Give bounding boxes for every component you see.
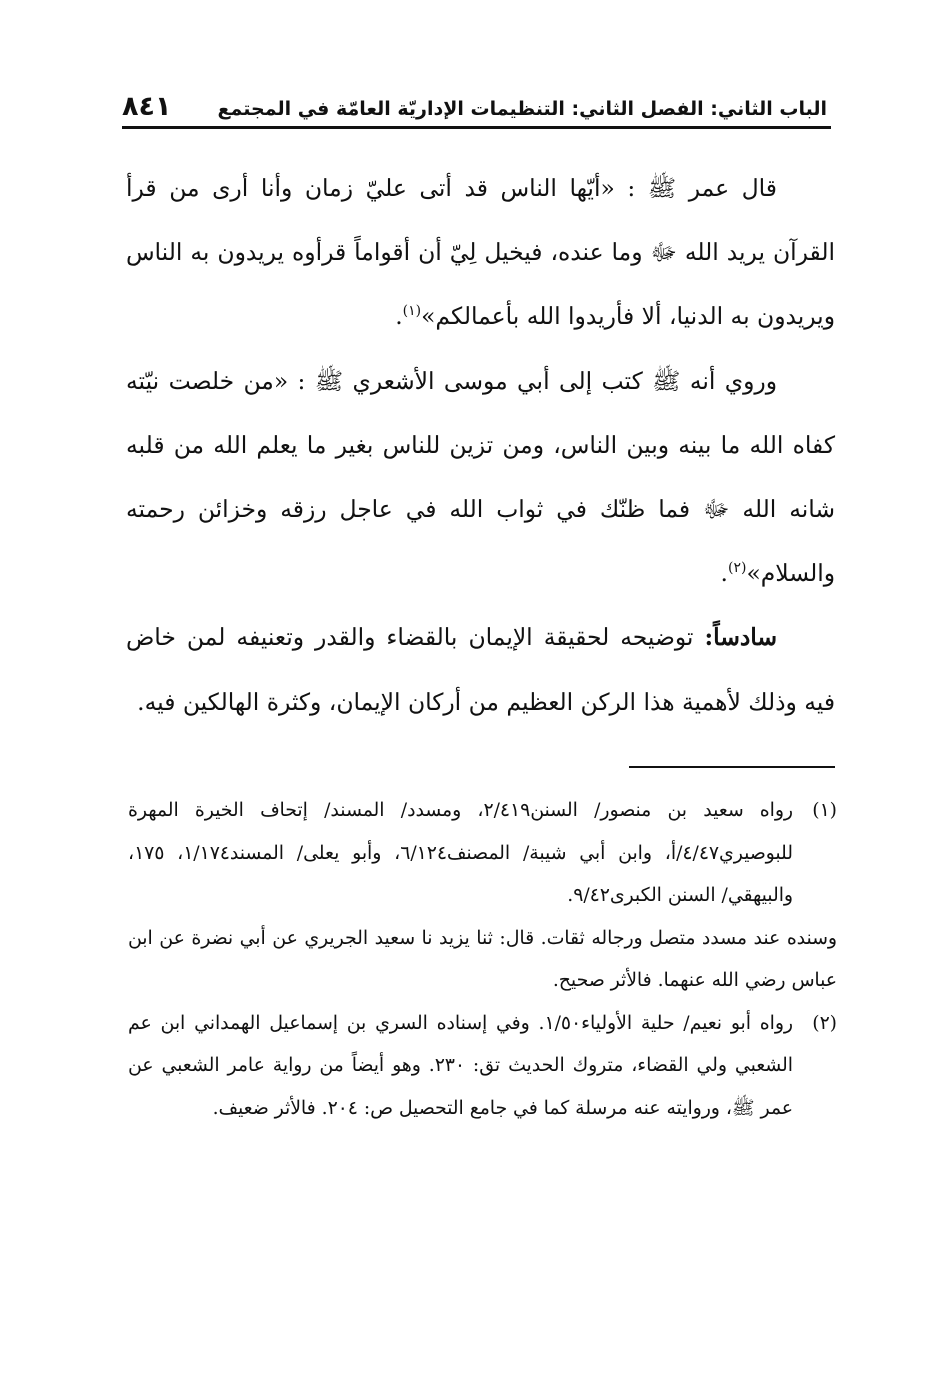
footnote-ref-1[interactable]: (١): [402, 303, 422, 320]
footnote-text: رواه أبو نعيم/ حلية الأولياء١/٥٠. وفي إسناده السري بن إسماعيل الهمداني ابن عم الشعبي ولي القضاء، متروك الحديث تق: ٢٣٠. وهو أيضاً من رواية عامر الشعبي عن عمر ﷺ، وروايته عنه مرسلة كما في جامع التحصيل ص: ٢٠٤. فالأثر ضعيف.: [128, 1012, 793, 1119]
main-text: [126, 156, 835, 734]
footnote-1-continuation: [128, 918, 837, 1003]
footnotes: [128, 790, 837, 1130]
footnote-text: وسنده عند مسدد متصل ورجاله ثقات. قال: ثنا يزيد نا سعيد الجريري عن أبي نضرة عن ابن عباس رضي الله عنهما. فالأثر صحيح.: [128, 927, 837, 991]
paragraph-text: قال عمر ﷺ : «أيّها الناس قد أتى عليّ زمان وأنا أرى من قرأ القرآن يريد الله ﷻ وما عنده، فيخيل لِيّ أن أقواماً قرأوه يريدون به الناس ويريدون به الدنيا، ألا فأريدوا الله بأعمالكم»: [126, 174, 835, 331]
footnote-text: رواه سعيد بن منصور/ السنن٢/٤١٩، ومسدد/ المسند/ إتحاف الخيرة المهرة للبوصيري٤/٤٧/أ، وابن أبي شيبة/ المصنف٦/١٢٤، وأبو يعلى/ المسند١/١٧٤، ١٧٥، والبيهقي/ السنن الكبرى٩/٤٢.: [128, 800, 793, 906]
paragraph-text: توضيحه لحقيقة الإيمان بالقضاء والقدر وتعنيفه لمن خاض فيه وذلك لأهمية هذا الركن العظيم من أركان الإيمان، وكثرة الهالكين فيه.: [126, 623, 835, 716]
paragraph-sixth-point: [126, 605, 835, 733]
paragraph-text: وروي أنه ﷺ كتب إلى أبي موسى الأشعري ﷺ : «من خلصت نيّته كفاه الله ما بينه وبين الناس، ومن تزين للناس بغير ما يعلم الله من قلبه شانه الله ﷻ فما ظنّك في ثواب الله في عاجل رزقه وخزائن رحمته والسلام»: [126, 366, 835, 588]
section-lead: سادساً:: [704, 623, 777, 652]
footnote-2: [128, 1003, 837, 1131]
paragraph-umar-quote: قال عمر ﷺ : «أيّها الناس قد أتى عليّ زمان وأنا أرى من قرأ القرآن يريد الله ﷻ وما عنده، فيخيل لِيّ أن أقواماً قرأوه يريدون به الناس ويريدون به الدنيا، ألا فأريدوا الله بأعمالكم»$^{(١)}$.: [126, 174, 835, 331]
paragraph-letter-abu-musa: وروي أنه ﷺ كتب إلى أبي موسى الأشعري ﷺ : «من خلصت نيّته كفاه الله ما بينه وبين الناس، ومن تزين للناس بغير ما يعلم الله من قلبه شانه الله ﷻ فما ظنّك في ثواب الله في عاجل رزقه وخزائن رحمته والسلام»$^{(٢)}$.: [126, 366, 835, 588]
page-header: [122, 84, 827, 124]
footnote-marker: (١): [812, 800, 837, 821]
footnote-separator: [629, 766, 835, 768]
footnote-ref-2[interactable]: (٢): [727, 560, 747, 577]
footnote-marker: (٢): [812, 1012, 837, 1034]
footnote-1: [128, 790, 837, 918]
running-title: الباب الثاني: الفصل الثاني: التنظيمات الإداريّة العامّة في المجتمع: [217, 98, 827, 120]
header-rule: [122, 126, 831, 129]
page-number: ٨٤١: [122, 91, 172, 122]
